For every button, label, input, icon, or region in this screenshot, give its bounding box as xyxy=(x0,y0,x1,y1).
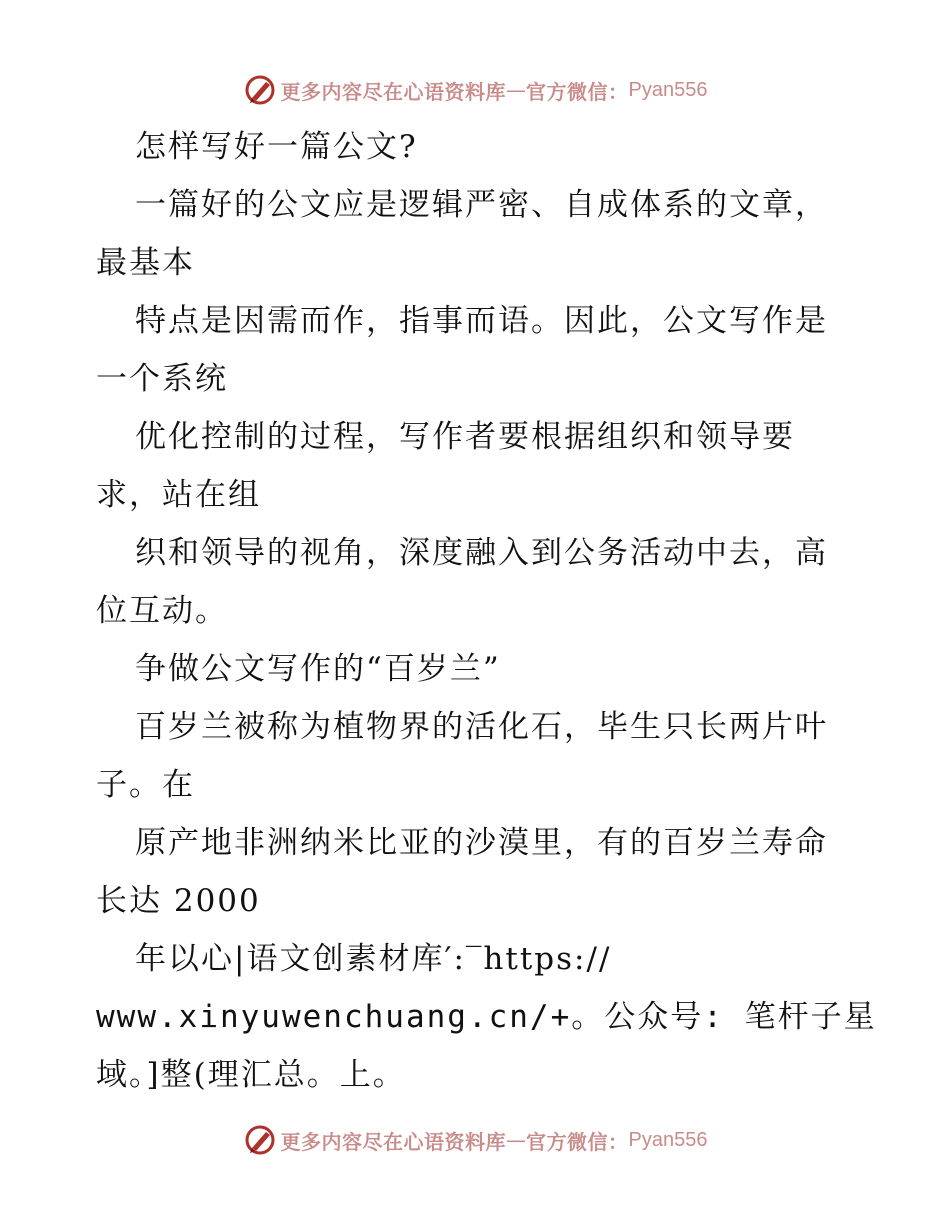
text-line: 织和领导的视角，深度融入到公务活动中去，高 xyxy=(135,535,828,571)
text-line: 争做公文写作的“百岁兰” xyxy=(135,651,501,687)
text-line: 优化控制的过程，写作者要根据组织和领导要 xyxy=(135,419,795,455)
text-line: 位互动。 xyxy=(96,593,228,629)
text-line: 子。在 xyxy=(96,767,195,803)
text-line: 怎样写好一篇公文? xyxy=(135,129,418,165)
banner-wechat-account: Pyan556 xyxy=(628,78,708,101)
text-line: 百岁兰被称为植物界的活化石，毕生只长两片叶 xyxy=(135,709,828,745)
text-line: 原产地非洲纳米比亚的沙漠里，有的百岁兰寿命 xyxy=(135,825,828,861)
banner-wechat-account: Pyan556 xyxy=(628,1128,708,1151)
header-banner xyxy=(0,70,950,110)
banner-wechat-label: 官方微信： xyxy=(526,79,629,104)
document-body xyxy=(96,118,876,1104)
text-line: 特点是因需而作，指事而语。因此，公文写作是 xyxy=(135,303,828,339)
text-line: 一篇好的公文应是逻辑严密、自成体系的文章， xyxy=(135,187,828,223)
pen-logo-icon xyxy=(243,73,277,107)
banner-dash: — xyxy=(506,1128,527,1152)
text-line: www.xinyuwenchuang.cn/+。公众号: 笔杆子星 xyxy=(96,999,877,1035)
banner-main-text: 更多内容尽在心语资料库 xyxy=(280,1129,507,1154)
text-line: 一个系统 xyxy=(96,361,228,397)
text-line: 长达 2000 xyxy=(96,883,261,919)
text-line: 求，站在组 xyxy=(96,477,261,513)
banner-main-text: 更多内容尽在心语资料库 xyxy=(280,79,507,104)
text-line: 最基本 xyxy=(96,245,195,281)
footer-banner xyxy=(0,1120,950,1160)
banner-wechat-label: 官方微信： xyxy=(526,1129,629,1154)
text-line: 年以心|语文创素材库′:‾https:// xyxy=(135,941,612,977)
pen-logo-icon xyxy=(243,1123,277,1157)
text-line: 域。]整(理汇总。上。 xyxy=(96,1057,406,1093)
banner-dash: — xyxy=(506,78,527,102)
